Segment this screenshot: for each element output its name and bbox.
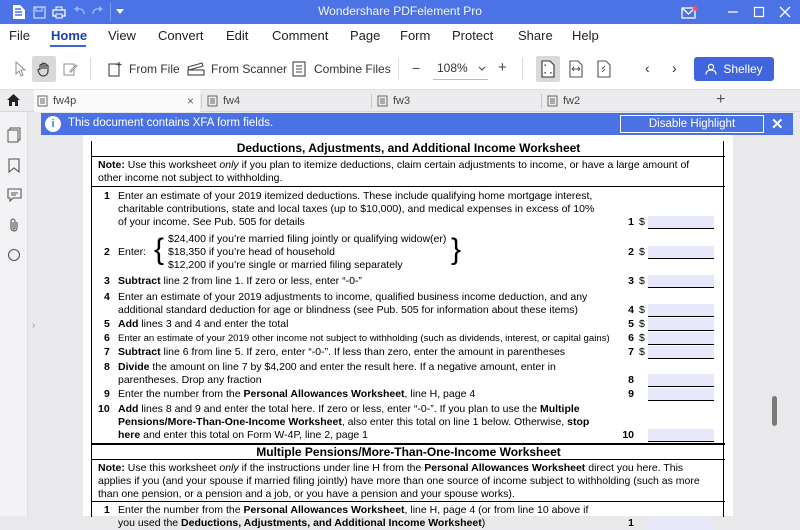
toolbar-divider (90, 58, 91, 80)
combine-files-icon (291, 61, 309, 77)
line-number: 1 (628, 216, 634, 228)
menu-file[interactable]: File (9, 28, 30, 43)
tab-fw4p[interactable] (34, 90, 200, 112)
zoom-in-icon[interactable]: + (498, 59, 507, 76)
line-number: 7 (104, 346, 110, 358)
line-number: 9 (628, 388, 634, 400)
active-menu-indicator (50, 45, 86, 47)
combine-files-button[interactable] (291, 61, 391, 77)
chevron-left-icon[interactable]: ‹ (645, 60, 650, 76)
close-notification-icon[interactable]: ✕ (771, 116, 784, 133)
fit-width-icon[interactable] (564, 56, 588, 82)
line-text: Enter an estimate of your 2019 other income not subject to withholding (such as dividends, interest, or capital gains) (118, 333, 610, 344)
line-9-field[interactable] (648, 388, 714, 401)
menu-bar (0, 24, 800, 48)
line-text: you used the Deductions, Adjustments, and Additional Income Worksheet) (118, 517, 486, 529)
chevron-down-icon (478, 66, 486, 72)
vertical-scrollbar[interactable] (772, 396, 777, 426)
sidebar-collapse-icon[interactable]: › (32, 320, 36, 331)
info-icon: i (45, 116, 61, 132)
worksheet-title: Multiple Pensions/More-Than-One-Income Worksheet (256, 445, 561, 459)
tab-fw4[interactable] (204, 90, 370, 112)
menu-view[interactable]: View (108, 28, 136, 43)
line-number: 1 (104, 504, 110, 516)
line-text: Add lines 8 and 9 and enter the total here. If zero or less, enter “-0-”. If you plan to use the Multiple (118, 403, 580, 415)
note-line: Note: Use this worksheet only if the instructions under line H from the Personal Allowances Worksheet direct you here. This (98, 462, 684, 474)
line-number: 4 (628, 304, 634, 316)
line-number: 5 (104, 318, 110, 330)
line-text: additional standard deduction for age or blindness (see Pub. 505 for information about these items) (118, 304, 578, 316)
tab-label: fw3 (393, 95, 411, 107)
dollar-sign: $ (639, 216, 645, 228)
line-text: Enter: (118, 246, 147, 258)
document-icon (37, 95, 48, 107)
line-number: 10 (98, 403, 110, 415)
dollar-sign: $ (639, 346, 645, 358)
tab-divider (201, 94, 202, 108)
mail-icon[interactable] (678, 2, 700, 22)
menu-home[interactable]: Home (51, 28, 88, 43)
thumbnails-icon[interactable] (5, 126, 23, 144)
close-tab-icon[interactable]: × (186, 94, 194, 108)
document-icon (547, 95, 558, 107)
fit-page-icon[interactable] (536, 56, 560, 82)
user-name: Shelley (723, 62, 763, 76)
user-icon (705, 63, 717, 75)
notification-message: This document contains XFA form fields. (68, 117, 274, 129)
line-number: 3 (104, 275, 110, 287)
search-icon[interactable] (5, 246, 23, 264)
line-text: charitable contributions, state and local taxes (up to $10,000), and medical expenses in excess of 10% (118, 203, 595, 215)
line-7-field[interactable] (648, 346, 714, 359)
worksheet (91, 141, 724, 529)
minimize-icon[interactable] (722, 2, 744, 22)
tab-label: fw4p (53, 95, 77, 107)
document-icon (377, 95, 388, 107)
note-line: Note: Use this worksheet only if you plan to itemize deductions, claim certain adjustments to income, or have a large amount of (98, 159, 690, 171)
line-number: 1 (628, 517, 634, 529)
note-line: other income not subject to withholding. (98, 172, 283, 184)
line-text: Pensions/More-Than-One-Income Worksheet, also enter this total on line 1 below. Otherwise, stop (118, 416, 590, 428)
menu-edit[interactable]: Edit (226, 28, 249, 43)
document-tabs (0, 90, 800, 112)
line-number: 8 (628, 374, 634, 386)
line-10-field[interactable] (648, 429, 714, 442)
line-number: 2 (104, 246, 110, 258)
window-title: Wondershare PDFelement Pro (318, 4, 482, 18)
line-text: Add lines 3 and 4 and enter the total (118, 318, 289, 330)
menu-form[interactable]: Form (400, 28, 431, 43)
document-page (83, 135, 733, 529)
line-text: Subtract line 6 from line 5. If zero, enter “-0-”. If less than zero, enter the amount in parentheses (118, 346, 566, 358)
menu-comment[interactable]: Comment (272, 28, 329, 43)
dollar-sign: $ (639, 275, 645, 287)
scanner-icon (186, 61, 206, 77)
line-number: 7 (628, 346, 634, 358)
dollar-sign: $ (639, 304, 645, 316)
close-window-icon[interactable] (774, 2, 796, 22)
line-1-field[interactable] (648, 216, 714, 229)
hand-tool-icon[interactable] (32, 56, 56, 82)
new-tab-icon[interactable]: + (716, 91, 726, 108)
left-brace-icon: { (154, 233, 165, 266)
multiple-pensions-line-1-field[interactable] (648, 517, 714, 530)
actual-size-icon[interactable] (592, 56, 616, 82)
tab-divider (541, 94, 542, 108)
line-text: of your income. See Pub. 505 for details (118, 216, 305, 228)
new-file-icon (106, 61, 124, 77)
worksheet-title: Deductions, Adjustments, and Additional Income Worksheet (236, 141, 581, 155)
zoom-value: 108% (437, 61, 468, 75)
menu-help[interactable]: Help (572, 28, 599, 43)
line-text: Enter an estimate of your 2019 itemized deductions. These include qualifying home mortgage interest, (118, 190, 593, 202)
toolbar-divider (398, 58, 399, 80)
select-tool-icon[interactable] (8, 56, 32, 82)
disable-highlight-button[interactable]: Disable Highlight (620, 115, 764, 133)
dollar-sign: $ (639, 246, 645, 258)
line-text: Subtract line 2 from line 1. If zero or less, enter “-0-” (118, 275, 362, 287)
line-text: Divide the amount on line 7 by $4,200 and enter the result here. If a negative amount, enter in (118, 361, 556, 373)
ribbon-toolbar (0, 48, 800, 90)
bookmark-icon[interactable] (5, 156, 23, 174)
line-2-field[interactable] (648, 246, 714, 259)
user-account-button[interactable] (694, 57, 774, 81)
tab-divider (371, 94, 372, 108)
divider (92, 186, 725, 187)
menu-share[interactable]: Share (518, 28, 553, 43)
line-number: 9 (104, 388, 110, 400)
divider (92, 156, 725, 157)
toolbar-divider (522, 58, 523, 80)
from-scanner-button[interactable] (186, 61, 287, 77)
dollar-sign: $ (639, 332, 645, 344)
line-number: 4 (104, 291, 110, 303)
from-file-button[interactable] (106, 61, 180, 77)
zoom-select[interactable] (433, 58, 488, 80)
note-line: than one pension, or a pension and a job, or you have a pension and your spouse works). (98, 488, 515, 500)
home-icon[interactable] (6, 93, 21, 110)
line-number: 5 (628, 318, 634, 330)
line-number: 10 (622, 429, 634, 441)
tab-fw3[interactable] (374, 90, 540, 112)
maximize-icon[interactable] (748, 2, 770, 22)
document-icon (207, 95, 218, 107)
line-8-field[interactable] (648, 374, 714, 387)
from-file-label: From File (129, 62, 180, 76)
line-number: 2 (628, 246, 634, 258)
line-text: Enter an estimate of your 2019 adjustments to income, qualified business income deduction, and any (118, 291, 588, 303)
divider (92, 459, 725, 460)
line-number: 8 (104, 361, 110, 373)
comment-icon[interactable] (5, 186, 23, 204)
line-text: here and enter this total on Form W-4P, line 2, page 1 (118, 429, 369, 441)
tab-label: fw2 (563, 95, 581, 107)
menu-convert[interactable]: Convert (158, 28, 204, 43)
line-text: $24,400 if you’re married filing jointly or qualifying widow(er) (168, 233, 447, 245)
line-text: parentheses. Drop any fraction (118, 374, 262, 386)
line-number: 6 (104, 332, 110, 344)
line-4-field[interactable] (648, 304, 714, 317)
dollar-sign: $ (639, 318, 645, 330)
attachment-icon[interactable] (5, 216, 23, 234)
tab-fw2[interactable] (544, 90, 710, 112)
title-bar (0, 0, 800, 24)
right-brace-icon: } (451, 233, 462, 266)
line-3-field[interactable] (648, 275, 714, 288)
line-text: Enter the number from the Personal Allowances Worksheet, line H, page 4 (118, 388, 476, 400)
tab-label: fw4 (223, 95, 241, 107)
left-sidebar (0, 112, 28, 516)
edit-tool-icon[interactable] (58, 56, 82, 82)
chevron-right-icon[interactable]: › (672, 60, 677, 76)
xfa-notification-bar (41, 113, 793, 135)
zoom-out-icon[interactable]: − (412, 60, 421, 76)
menu-protect[interactable]: Protect (452, 28, 494, 43)
combine-files-label: Combine Files (314, 62, 391, 76)
line-text: $12,200 if you’re single or married filing separately (168, 259, 403, 271)
line-5-field[interactable] (648, 318, 714, 331)
line-text: $18,350 if you’re head of household (168, 246, 335, 258)
line-number: 6 (628, 332, 634, 344)
line-text: Enter the number from the Personal Allowances Worksheet, line H, page 4 (or from line 10 above if (118, 504, 589, 516)
menu-page[interactable]: Page (350, 28, 381, 43)
from-scanner-label: From Scanner (211, 62, 288, 76)
line-6-field[interactable] (648, 332, 714, 345)
line-number: 1 (104, 190, 110, 202)
line-number: 3 (628, 275, 634, 287)
note-line: applies if you (and your spouse if married filing jointly) have more than one source of income subject to withholding (such as more (98, 475, 700, 487)
divider (92, 501, 725, 502)
